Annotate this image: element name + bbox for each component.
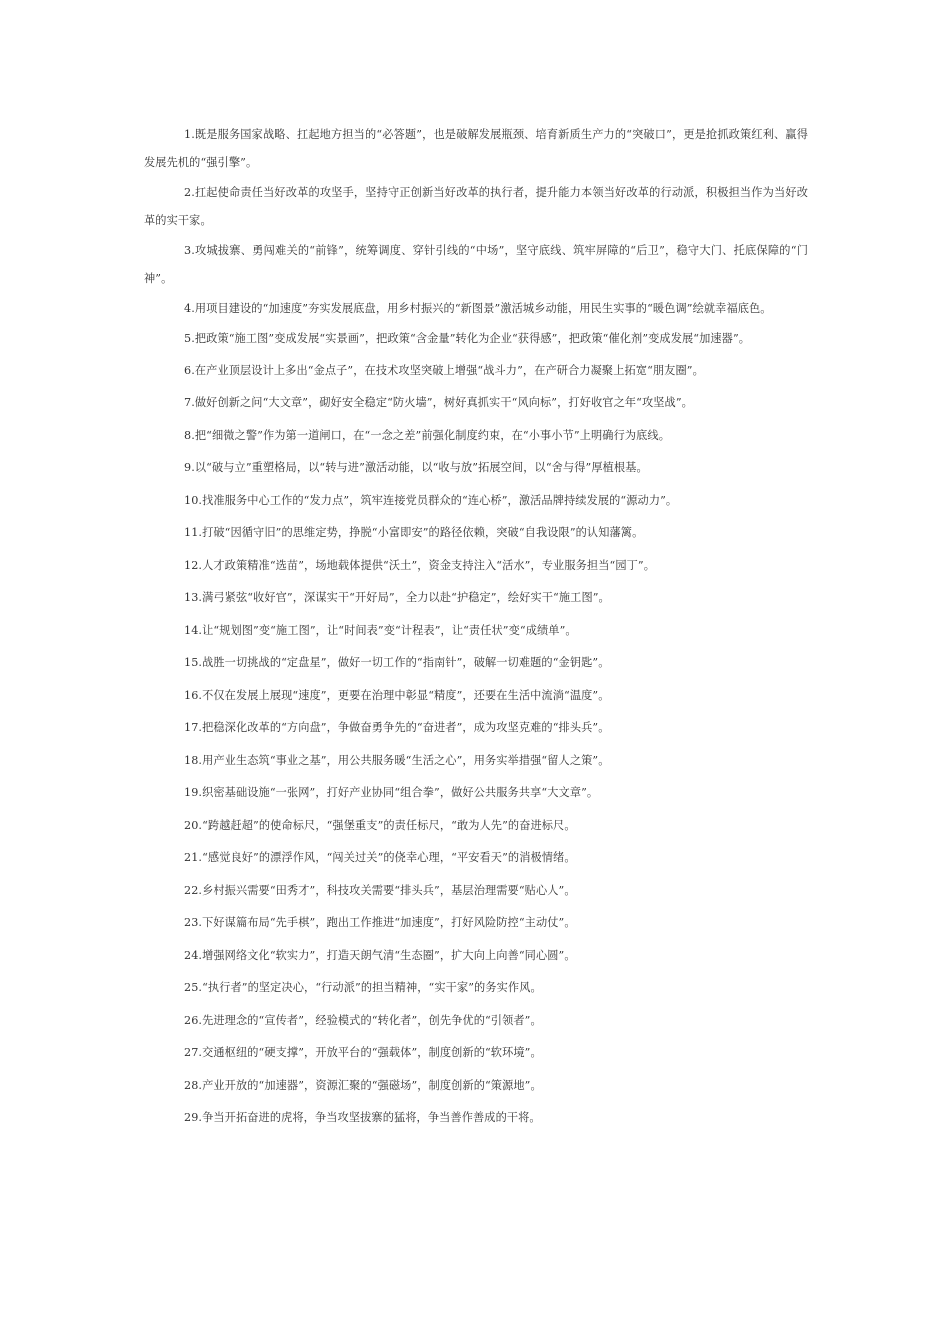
paragraph-6: 6.在产业顶层设计上多出“金点子”，在技术攻坚突破上增强“战斗力”，在产研合力凝聚上拓宽“朋友圈”。 <box>184 363 704 377</box>
paragraph-18: 18.用产业生态筑“事业之基”，用公共服务暖“生活之心”，用务实举措强“留人之策”。 <box>184 753 610 767</box>
paragraph-26: 26.先进理念的“宣传者”，经验模式的“转化者”，创先争优的“引领者”。 <box>184 1013 542 1027</box>
paragraph-3: 3.攻城拔寨、勇闯难关的“前锋”，统筹调度、穿针引线的“中场”，坚守底线、筑牢屏障的“后卫”，稳守大门、托底保障的“门神”。 <box>144 244 808 285</box>
paragraph-14: 14.让“规划图”变“施工图”，让“时间表”变“计程表”，让“责任状”变“成绩单”。 <box>184 623 577 637</box>
paragraph-21: 21.“感觉良好”的漂浮作风，“闯关过关”的侥幸心理，“平安看天”的消极情绪。 <box>184 851 576 864</box>
paragraph-8: 8.把“细微之警”作为第一道闸口，在“一念之差”前强化制度约束，在“小事小节”上明确行为底线。 <box>184 428 671 442</box>
paragraph-24: 24.增强网络文化“软实力”，打造天朗气清“生态圈”，扩大向上向善“同心圆”。 <box>184 948 576 962</box>
paragraph-29: 29.争当开拓奋进的虎将，争当攻坚拔寨的猛将，争当善作善成的干将。 <box>184 1111 541 1124</box>
paragraph-17: 17.把稳深化改革的“方向盘”，争做奋勇争先的“奋进者”，成为攻坚克难的“排头兵”。 <box>184 721 610 734</box>
paragraph-2: 2.扛起使命责任当好改革的攻坚手，坚持守正创新当好改革的执行者，提升能力本领当好改革的行动派，积极担当作为当好改革的实干家。 <box>144 186 808 227</box>
paragraph-23: 23.下好谋篇布局“先手棋”，跑出工作推进“加速度”，打好风险防控“主动仗”。 <box>184 916 576 929</box>
paragraph-1: 1.既是服务国家战略、扛起地方担当的“必答题”，也是破解发展瓶颈、培育新质生产力的“突破口”，更是抢抓政策红利、赢得发展先机的“强引擎”。 <box>144 128 808 169</box>
paragraph-13: 13.满弓紧弦“收好官”，深谋实干“开好局”，全力以赴“护稳定”，绘好实干“施工图”。 <box>184 591 610 604</box>
paragraph-28: 28.产业开放的“加速器”，资源汇聚的“强磁场”，制度创新的“策源地”。 <box>184 1078 542 1092</box>
paragraph-11: 11.打破“因循守旧”的思维定势，挣脱“小富即安”的路径依赖，突破“自我设限”的认知藩篱。 <box>184 526 644 539</box>
paragraph-16: 16.不仅在发展上展现“速度”，更要在治理中彰显“精度”，还要在生活中流淌“温度”。 <box>184 688 610 702</box>
paragraph-5: 5.把政策“施工图”变成发展“实景画”，把政策“含金量”转化为企业“获得感”，把政策“催化剂”变成发展“加速器”。 <box>184 332 751 345</box>
paragraph-10: 10.找准服务中心工作的“发力点”，筑牢连接党员群众的“连心桥”，激活品牌持续发展的“源动力”。 <box>184 493 678 507</box>
paragraph-4: 4.用项目建设的“加速度”夯实发展底盘，用乡村振兴的“新图景”激活城乡动能，用民生实事的“暖色调”绘就幸福底色。 <box>184 302 772 315</box>
paragraph-25: 25.“执行者”的坚定决心，“行动派”的担当精神，“实干家”的务实作风。 <box>184 981 542 994</box>
paragraph-15: 15.战胜一切挑战的“定盘星”，做好一切工作的“指南针”，破解一切难题的“金钥匙”。 <box>184 656 610 669</box>
paragraph-20: 20.“跨越赶超”的使命标尺，“强堡重支”的责任标尺，“敢为人先”的奋进标尺。 <box>184 818 576 832</box>
paragraph-12: 12.人才政策精准“选苗”，场地载体提供“沃土”，资金支持注入“活水”，专业服务担当“园丁”。 <box>184 558 655 572</box>
paragraph-22: 22.乡村振兴需要“田秀才”，科技攻关需要“排头兵”，基层治理需要“贴心人”。 <box>184 883 576 897</box>
paragraph-9: 9.以“破与立”重塑格局，以“转与进”激活动能，以“收与放”拓展空间，以“舍与得”厚植根基。 <box>184 461 648 474</box>
paragraph-27: 27.交通枢纽的“硬支撑”，开放平台的“强载体”，制度创新的“软环境”。 <box>184 1046 542 1059</box>
paragraph-19: 19.织密基础设施“一张网”，打好产业协同“组合拳”，做好公共服务共享“大文章”。 <box>184 786 599 799</box>
paragraph-7: 7.做好创新之问“大文章”，砌好安全稳定“防火墙”，树好真抓实干“风向标”，打好收官之年“攻坚战”。 <box>184 396 693 409</box>
document-body <box>144 121 808 1133</box>
